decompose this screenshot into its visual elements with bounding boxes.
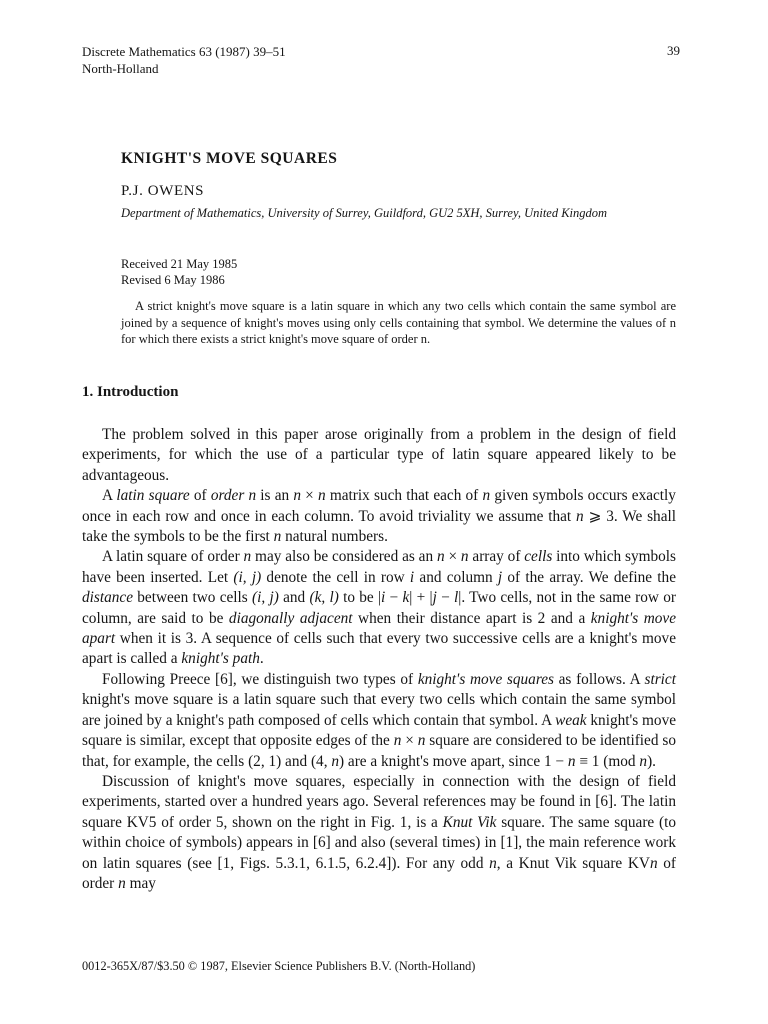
abstract xyxy=(121,298,676,348)
journal-citation: Discrete Mathematics 63 (1987) 39–51 xyxy=(82,44,286,59)
submission-dates xyxy=(121,256,237,288)
received-date: Received 21 May 1985 xyxy=(121,257,238,271)
copyright-footer: 0012-365X/87/$3.50 © 1987, Elsevier Science Publishers B.V. (North-Holland) xyxy=(82,959,476,973)
italic-run: n xyxy=(243,548,252,566)
italic-run: n xyxy=(436,548,445,566)
paragraph: A latin square of order n may also be considered as an n × n array of cells into which symbols have been inserted. Let (i, j) denote the cell in row i and column j of the array. We define the distance between two cells (i, j) and (k, l) to be |i − k| + |j − l|. Two cells, not in the same row or column, are said to be diagonally adjacent when their distance apart is 2 and a knight's move apart when it is 3. A sequence of cells such that every two successive cells are a knight's move apart is called a knight's path. xyxy=(82,548,677,668)
section-heading: 1. Introduction xyxy=(82,384,179,400)
article-title: KNIGHT'S MOVE SQUARES xyxy=(121,150,338,167)
italic-run: order n xyxy=(210,487,257,505)
italic-run: latin square xyxy=(116,487,190,505)
italic-run: diagonally adjacent xyxy=(228,609,353,627)
author-affiliation: Department of Mathematics, University of Surrey, Guildford, GU2 5XH, Surrey, United Kingdom xyxy=(121,206,608,220)
italic-run: (i, j) xyxy=(252,589,279,607)
italic-run: n xyxy=(318,487,326,505)
italic-run: strict xyxy=(644,670,676,688)
italic-run: knight's path xyxy=(181,650,260,668)
italic-run: i xyxy=(409,568,415,586)
italic-run: n xyxy=(118,874,126,892)
italic-run: k xyxy=(402,589,410,607)
journal-header xyxy=(82,43,286,77)
italic-run: i xyxy=(381,589,386,607)
italic-run: cells xyxy=(524,548,553,566)
article-author: P.J. OWENS xyxy=(121,183,205,199)
italic-run: n xyxy=(639,752,648,770)
italic-run: knight's move apart xyxy=(82,609,676,648)
italic-run: n xyxy=(293,487,301,505)
paragraph: Following Preece [6], we distinguish two types of knight's move squares as follows. A strict knight's move square is a latin square such that every two cells which contain the same symbol are joined by a knight's path composed of cells which contain that symbol. A weak knight's move square is similar, except that opposite edges of the n × n square are considered to be identified so that, for example, the cells (2, 1) and (4, n) are a knight's move apart, since 1 − n ≡ 1 (mod n). xyxy=(82,670,677,770)
italic-run: distance xyxy=(82,589,133,607)
italic-run: n xyxy=(567,752,576,770)
italic-run: knight's move squares xyxy=(417,670,554,688)
italic-run: n xyxy=(489,854,497,872)
paragraph: Discussion of knight's move squares, especially in connection with the design of field experiments, started over a hundred years ago. Several references may be found in [6]. The latin square KV5 of order 5, shown on the right in Fig. 1, is a Knut Vik square. The same square (to within choice of symbols) appears in [6] and also (several times) in [1], the main reference work on latin squares (see [1, Figs. 5.3.1, 6.1.5, 6.2.4]). For any odd n, a Knut Vik square KVn of order n may xyxy=(82,772,676,892)
italic-run: Knut Vik xyxy=(442,813,497,831)
italic-run: weak xyxy=(555,711,587,729)
paragraph: The problem solved in this paper arose originally from a problem in the design of field experiments, for which the use of a particular type of latin square appeared likely to be advantageous. xyxy=(82,426,676,484)
italic-run: n xyxy=(273,528,282,546)
italic-run: n xyxy=(331,752,339,770)
italic-run: j xyxy=(497,568,503,586)
italic-run: (k, l) xyxy=(309,589,339,607)
italic-run: n xyxy=(649,854,658,872)
italic-run: n xyxy=(460,548,469,566)
page-number: 39 xyxy=(667,43,680,58)
paragraph: A latin square of order n is an n × n matrix such that each of n given symbols occurs exactly once in each row and once in each column. To avoid triviality we assume that n ⩾ 3. We shall take the symbols to be the first n natural numbers. xyxy=(82,487,676,546)
abstract-text: A strict knight's move square is a latin square in which any two cells which contain the same symbol are joined by a sequence of knight's moves using only cells containing that symbol. We determine the values of n for which there exists a strict knight's move square of order n. xyxy=(121,299,676,346)
italic-run: l xyxy=(454,589,459,607)
section-body xyxy=(82,425,676,894)
italic-run: n xyxy=(482,487,491,505)
revised-date: Revised 6 May 1986 xyxy=(121,273,225,287)
italic-run: j xyxy=(432,589,437,607)
italic-run: (i, j) xyxy=(233,568,262,586)
italic-run: n xyxy=(417,732,426,750)
italic-run: n xyxy=(576,507,584,525)
publisher-name: North-Holland xyxy=(82,61,159,76)
italic-run: n xyxy=(393,732,402,750)
